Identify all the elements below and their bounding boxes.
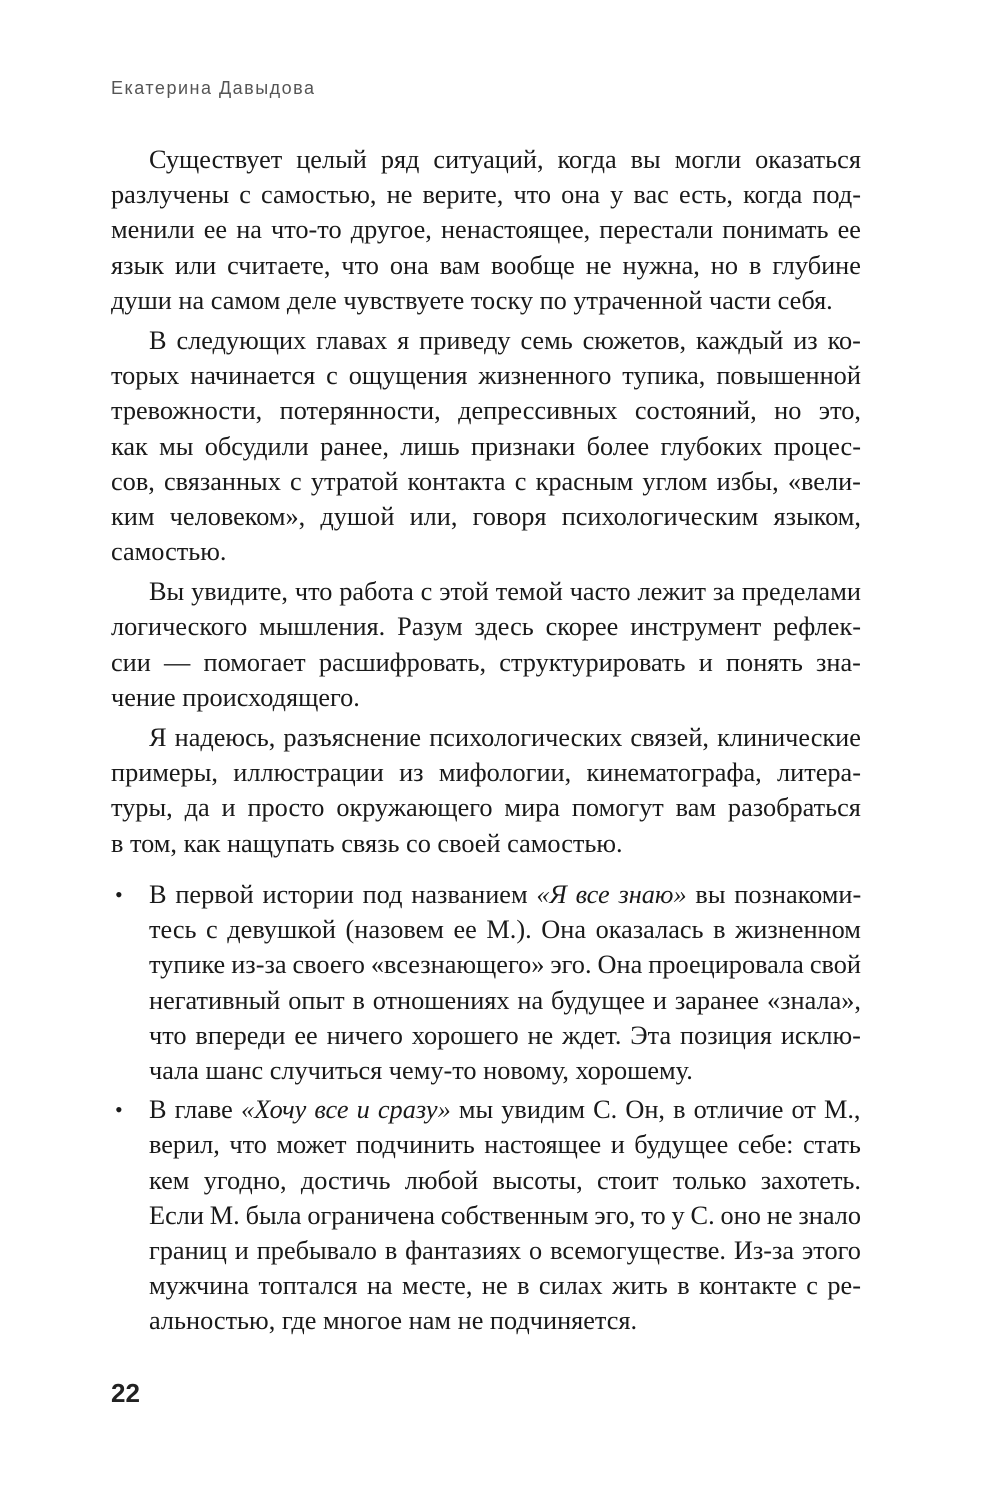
list-item	[111, 1092, 861, 1338]
text-line: тесь с девушкой (назовем ее М.). Она оказалась в жизненном	[149, 915, 861, 945]
text-line: сии — помогает расшифровать, структурировать и понять зна-	[111, 647, 861, 677]
line-text: вы познакоми-	[686, 880, 862, 909]
text-line: мужчина топтался на месте, не в силах жить в контакте с ре-	[149, 1271, 861, 1301]
text-line: Если М. была ограничена собственным эго, то у С. оно не знало	[149, 1200, 861, 1230]
text-line: логического мышления. Разум здесь скорее инструмент рефлек-	[111, 612, 861, 642]
line-text: мы увидим С. Он, в отличие от М.,	[450, 1095, 861, 1125]
text-line: тревожности, потерянности, депрессивных состояний, но это,	[111, 396, 861, 426]
body-text	[111, 142, 861, 861]
text-line: Существует целый ряд ситуаций, когда вы могли оказаться	[149, 145, 861, 174]
text-line: негативный опыт в отношениях на будущее и заранее «знала»,	[149, 985, 861, 1015]
text-line: границ и пребывало в фантазиях о всемогуществе. Из-за этого	[149, 1235, 861, 1265]
text-line: души на самом деле чувствуете тоску по утраченной части себя.	[111, 285, 833, 315]
text-line: в том, как нащупать связь со своей самостью.	[111, 828, 623, 858]
text-line: кем угодно, достичь любой высоты, стоит только захотеть.	[149, 1165, 861, 1195]
page-number: 22	[111, 1378, 140, 1408]
text-line: сов, связанных с утратой контакта с красным углом избы, «вели-	[111, 466, 861, 496]
text-line: менили ее на что-то другое, ненастоящее, перестали понимать ее	[111, 215, 861, 245]
story-title: «Хочу все и сразу»	[240, 1095, 451, 1125]
text-line: чение происходящего.	[111, 682, 360, 712]
text-line: туры, да и просто окружающего мира помогут вам разобраться	[111, 793, 861, 823]
line-text: В первой истории под названием	[149, 880, 537, 909]
text-line: самостью.	[111, 537, 227, 567]
text-line: Вы увидите, что работа с этой темой часто лежит за пределами	[149, 577, 861, 607]
story-list	[111, 877, 861, 1338]
story-title: «Я все знаю»	[536, 880, 687, 909]
text-line: Я надеюсь, разъяснение психологических связей, клинические	[149, 723, 861, 752]
text-line: чала шанс случиться чему-то новому, хорошему.	[149, 1055, 693, 1085]
text-line: альностью, где многое нам не подчиняется.	[149, 1306, 638, 1336]
text-line: язык или считаете, что она вам вообще не нужна, но в глубине	[111, 250, 861, 280]
bullet-icon: •	[115, 1097, 123, 1123]
text-line: В следующих главах я приведу семь сюжетов, каждый из ко-	[149, 325, 861, 355]
line-text: В главе	[149, 1095, 241, 1125]
paragraph	[111, 323, 861, 569]
list-item	[111, 877, 861, 1088]
text-line: примеры, иллюстрации из мифологии, кинематографа, литера-	[111, 758, 861, 788]
text-line: ким человеком», душой или, говоря психологическим языком,	[111, 501, 861, 531]
text-line: разлучены с самостью, не верите, что она у вас есть, когда под-	[111, 180, 861, 210]
text-line: тупике из-за своего «всезнающего» эго. Она проецировала свой	[149, 950, 861, 980]
paragraph	[111, 720, 861, 861]
paragraph	[111, 574, 861, 715]
text-line: верил, что может подчинить настоящее и будущее себе: стать	[149, 1130, 861, 1160]
text-line	[149, 1092, 861, 1127]
text-line: что впереди ее ничего хорошего не ждет. Эта позиция исклю-	[149, 1020, 861, 1050]
bullet-icon: •	[115, 882, 123, 907]
running-head-author: Екатерина Давыдова	[111, 78, 316, 98]
paragraph	[111, 142, 861, 318]
text-line: торых начинается с ощущения жизненного тупика, повышенной	[111, 361, 861, 391]
text-line: как мы обсудили ранее, лишь признаки более глубоких процес-	[111, 431, 861, 461]
text-line	[149, 877, 861, 912]
